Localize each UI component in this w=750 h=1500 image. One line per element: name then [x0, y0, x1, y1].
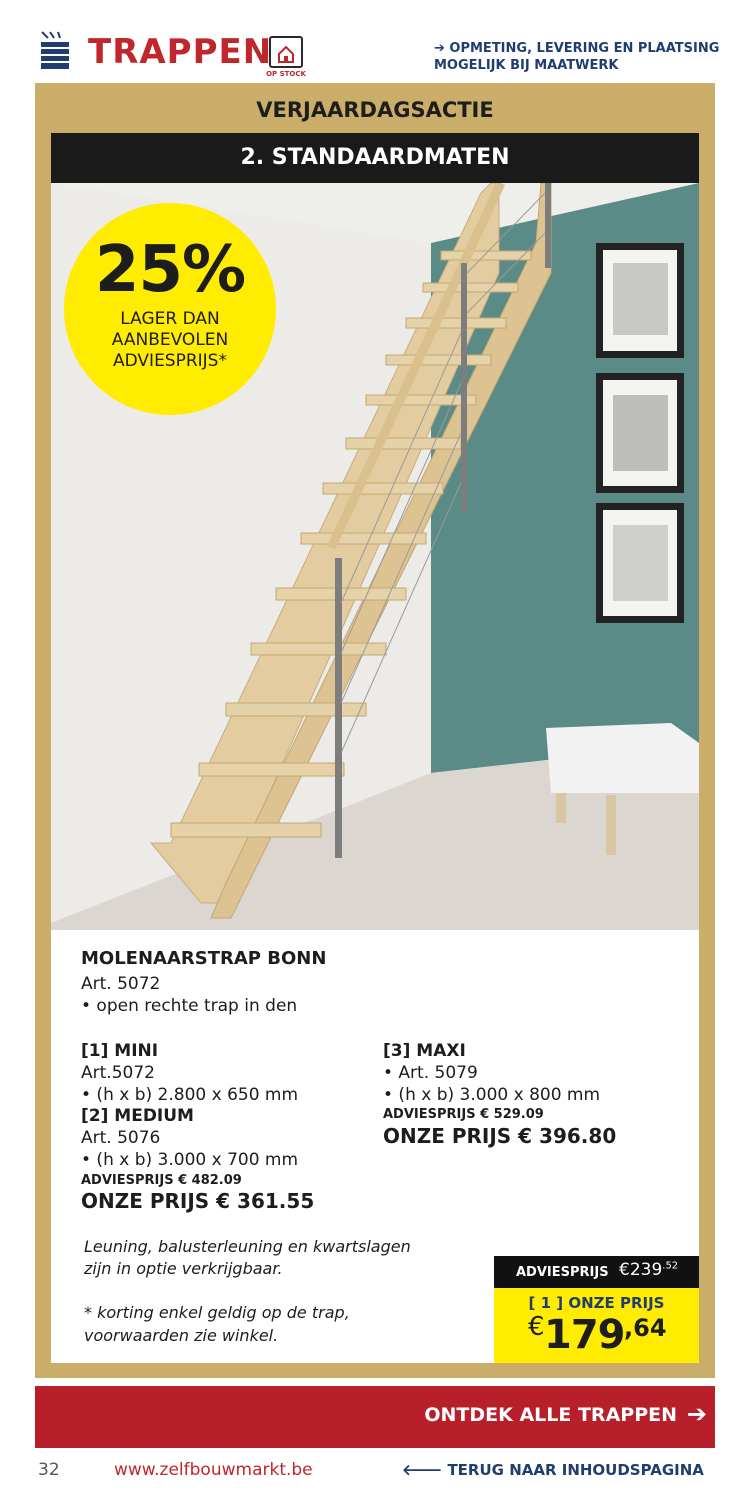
cta-bar[interactable]: [35, 1386, 715, 1448]
price-main: 179: [544, 1312, 625, 1358]
page-number: 32: [38, 1460, 60, 1480]
advies-value: $€239^{.52}$: [619, 1260, 679, 1280]
variant-maxi-advies: ADVIESPRIJS € 529.09: [383, 1107, 544, 1122]
discount-line2: AANBEVOLEN: [111, 330, 229, 350]
website-link[interactable]: www.zelfbouwmarkt.be: [114, 1460, 313, 1480]
variant-medium-name: [2] MEDIUM: [81, 1106, 194, 1126]
stairs-icon: [38, 30, 72, 72]
discount-note-line1: * korting enkel geldig op de trap,: [84, 1303, 350, 1322]
header-note-line1: ➔ OPMETING, LEVERING EN PLAATSING: [434, 41, 720, 56]
stock-house-icon: [269, 36, 303, 68]
variant-maxi-dims: • (h x b) 3.000 x 800 mm: [383, 1085, 601, 1105]
promo-band: VERJAARDAGSACTIE: [51, 93, 699, 133]
back-to-index-link[interactable]: 🡐 TERUG NAAR INHOUDSPAGINA: [402, 1461, 704, 1479]
option-note-line2: zijn in optie verkrijgbaar.: [84, 1259, 283, 1278]
variant-medium-advies: ADVIESPRIJS € 482.09: [81, 1173, 242, 1188]
variant-mini-dims: • (h x b) 2.800 x 650 mm: [81, 1085, 299, 1105]
variant-mini-name: [1] MINI: [81, 1041, 159, 1061]
price-label: [ 1 ] ONZE PRIJS: [528, 1294, 665, 1312]
variant-medium-price: ONZE PRIJS € 361.55: [81, 1189, 315, 1213]
section-bar: 2. STANDAARDMATEN: [51, 133, 699, 183]
page-title: TRAPPEN: [88, 32, 273, 72]
advies-label: ADVIESPRIJS: [516, 1265, 609, 1280]
variant-maxi-art: • Art. 5079: [383, 1063, 478, 1083]
discount-burst: [64, 203, 276, 415]
header-note: [434, 40, 719, 74]
stock-label: OP STOCK: [266, 70, 306, 78]
product-bullet: • open rechte trap in den: [81, 996, 298, 1016]
option-note-line1: Leuning, balusterleuning en kwartslagen: [84, 1237, 411, 1256]
price-euro: €: [528, 1312, 545, 1342]
variant-medium-art: Art. 5076: [81, 1128, 161, 1148]
discount-percent: 25%: [94, 233, 246, 307]
cta-label[interactable]: ONTDEK ALLE TRAPPEN: [424, 1404, 677, 1426]
discount-line3: ADVIESPRIJS*: [113, 351, 227, 371]
variant-maxi-price: ONZE PRIJS € 396.80: [383, 1124, 617, 1148]
header-note-line2: MOGELIJK BIJ MAATWERK: [434, 58, 619, 73]
discount-line1: LAGER DAN: [120, 309, 220, 329]
variant-medium-dims: • (h x b) 3.000 x 700 mm: [81, 1150, 299, 1170]
advies-price-bar: [494, 1256, 699, 1288]
discount-note-line2: voorwaarden zie winkel.: [84, 1326, 279, 1345]
price-cents: ,64: [624, 1314, 667, 1342]
variant-maxi-name: [3] MAXI: [383, 1041, 466, 1061]
variant-mini-art: Art.5072: [81, 1063, 155, 1083]
price-box: [494, 1288, 699, 1363]
product-art: Art. 5072: [81, 974, 161, 994]
product-title: MOLENAARSTRAP BONN: [81, 948, 327, 969]
arrow-right-icon: ➔: [686, 1400, 707, 1428]
stock-badge: [266, 36, 306, 76]
